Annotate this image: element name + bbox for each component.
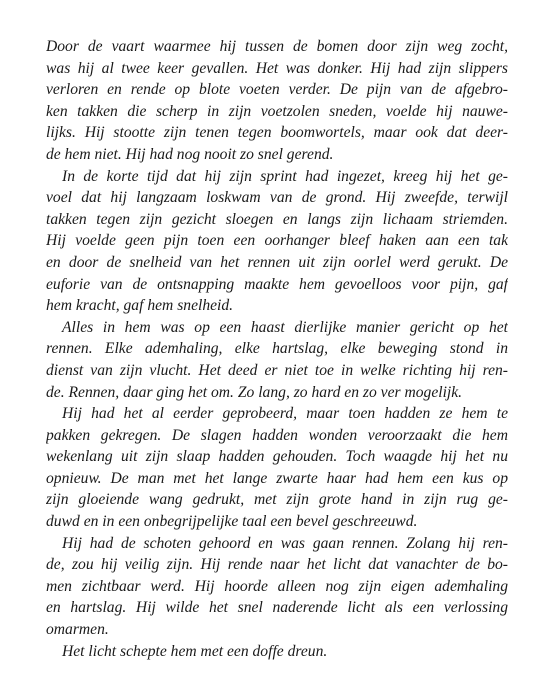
paragraph-3 xyxy=(46,317,508,403)
text-line: verloren en rende op blote voeten verder. De pijn van de afgebro- xyxy=(46,81,508,99)
text-line: was hij al twee keer gevallen. Het was donker. Hij had zijn slippers xyxy=(46,59,508,77)
text-line: lijks. Hij stootte zijn tenen tegen boomwortels, maar ook dat deer- xyxy=(46,124,508,142)
text-line: Het licht schepte hem met een doffe dreun. xyxy=(62,642,328,660)
text-line: men zichtbaar werd. Hij hoorde alleen nog zijn eigen ademhaling xyxy=(46,577,508,595)
text-line: euforie van de ontsnapping maakte hem gevoelloos voor pijn, gaf xyxy=(46,275,508,293)
text-line: de. Rennen, daar ging het om. Zo lang, zo hard en zo ver mogelijk. xyxy=(46,383,463,401)
text-line: opnieuw. De man met het lange zwarte haar had hem een kus op xyxy=(46,469,508,487)
paragraph-4 xyxy=(46,403,508,533)
text-line: duwd en in een onbegrijpelijke taal een bevel geschreeuwd. xyxy=(46,513,418,531)
book-page xyxy=(46,36,508,662)
text-line: pakken gekregen. De slagen hadden wonden veroorzaakt die hem xyxy=(46,426,508,444)
text-line: Hij had het al eerder geprobeerd, maar toen hadden ze hem te xyxy=(62,405,508,423)
text-line: de hem niet. Hij had nog nooit zo snel gerend. xyxy=(46,145,334,163)
text-line: Alles in hem was op een haast dierlijke manier gericht op het xyxy=(62,318,508,336)
text-line: en door de snelheid van het rennen uit zijn oorlel werd gerukt. De xyxy=(46,253,508,271)
text-line: Hij voelde geen pijn toen een oorhanger bleef haken aan een tak xyxy=(46,232,508,250)
text-line: ken takken die scherp in zijn voetzolen sneden, voelde hij nauwe- xyxy=(46,102,508,120)
paragraph-2 xyxy=(46,166,508,317)
text-line: zijn gloeiende wang gedrukt, met zijn grote hand in zijn rug ge- xyxy=(46,491,508,509)
text-line: voel dat hij langzaam loskwam van de grond. Hij zweefde, terwijl xyxy=(46,189,508,207)
text-line: omarmen. xyxy=(46,621,109,639)
text-line: takken tegen zijn gezicht sloegen en langs zijn lichaam striemden. xyxy=(46,210,508,228)
text-line: In de korte tijd dat hij zijn sprint had ingezet, kreeg hij het ge- xyxy=(62,167,508,185)
text-line: de, zou hij veilig zijn. Hij rende naar het licht dat vanachter de bo- xyxy=(46,556,508,574)
text-line: Door de vaart waarmee hij tussen de bomen door zijn weg zocht, xyxy=(46,38,508,55)
text-line: wekenlang uit zijn slaap hadden gehouden. Toch waagde hij het nu xyxy=(46,448,508,466)
text-line: hem kracht, gaf hem snelheid. xyxy=(46,297,234,315)
text-line: Hij had de schoten gehoord en was gaan rennen. Zolang hij ren- xyxy=(62,534,508,552)
paragraph-6 xyxy=(46,641,508,663)
text-line: en hartslag. Hij wilde het snel naderende licht als een verlossing xyxy=(46,599,508,617)
paragraph-1 xyxy=(46,36,508,166)
text-line: rennen. Elke ademhaling, elke hartslag, elke beweging stond in xyxy=(46,340,508,358)
paragraph-5 xyxy=(46,533,508,641)
text-line: dienst van zijn vlucht. Het deed er niet toe in welke richting hij ren- xyxy=(46,361,508,379)
